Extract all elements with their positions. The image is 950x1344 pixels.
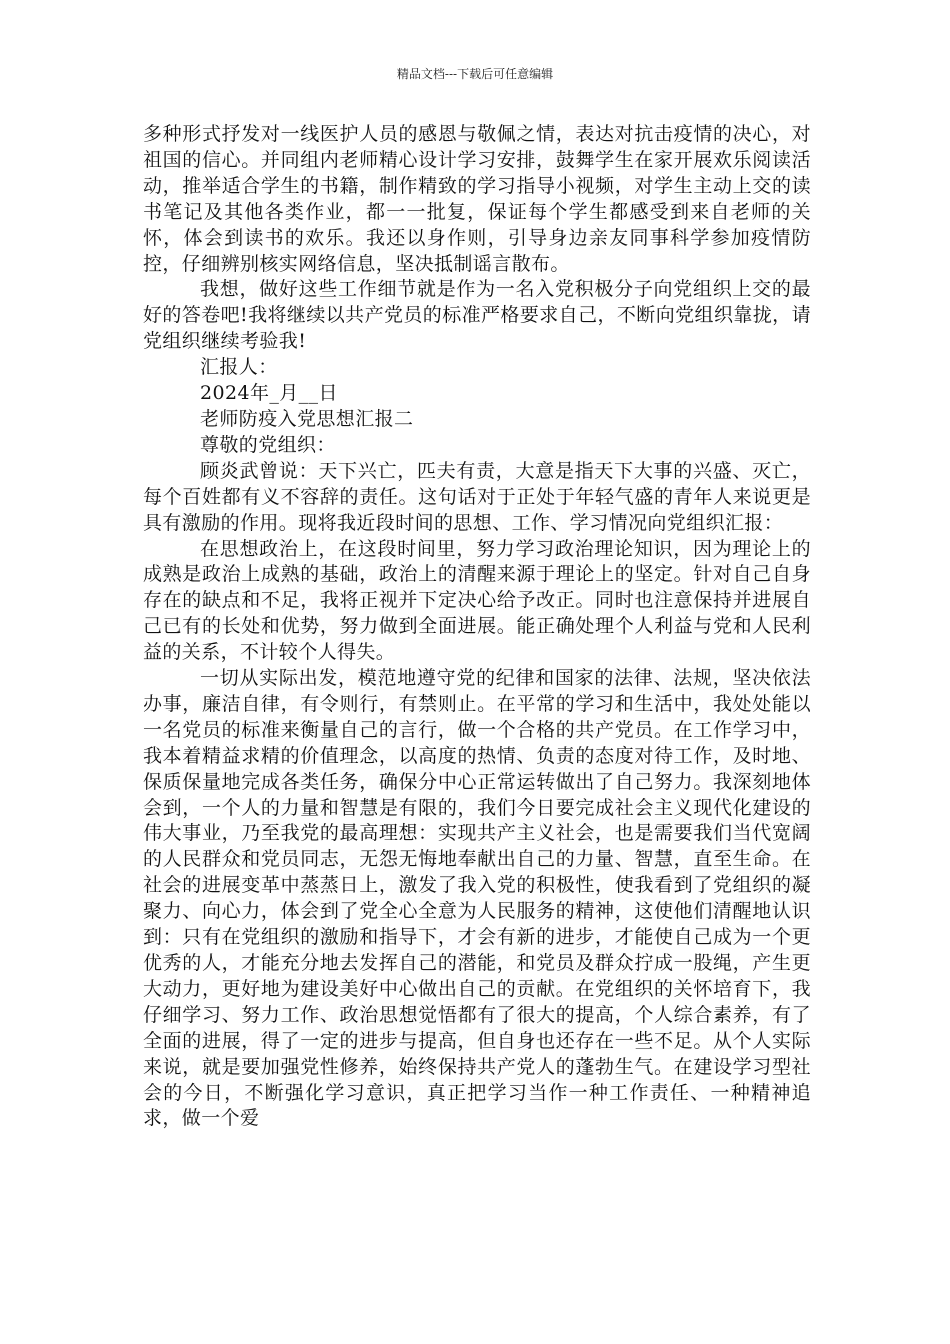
section-title: 老师防疫入党思想汇报二 bbox=[200, 407, 414, 430]
paragraph: 在思想政治上，在这段时间里，努力学习政治理论知识，因为理论上的成熟是政治上成熟的基础，政治上的清醒来源于理论上的坚定。针对自己自身存在的缺点和不足，我将正视并下定决心给予改正。同时也注意保持并进展自己已有的长处和优势，努力做到全面进展。能正确处理个人利益与党和人民利益的关系，不计较个人得失。 bbox=[143, 537, 811, 664]
paragraph: 顾炎武曾说：天下兴亡，匹夫有责，大意是指天下大事的兴盛、灭亡，每个百姓都有义不容辞的责任。这句话对于正处于年轻气盛的青年人来说更是具有激励的作用。现将我近段时间的思想、工作、学习情况向党组织汇报： bbox=[143, 459, 811, 534]
paragraph: 一切从实际出发，模范地遵守党的纪律和国家的法律、法规，坚决依法办事，廉洁自律，有令则行，有禁则止。在平常的学习和生活中，我处处能以一名党员的标准来衡量自己的言行，做一个合格的共产党员。在工作学习中，我本着精益求精的价值理念，以高度的热情、负责的态度对待工作，及时地、保质保量地完成各类任务，确保分中心正常运转做出了自己努力。我深刻地体会到，一个人的力量和智慧是有限的，我们今日要完成社会主义现代化建设的伟大事业，乃至我党的最高理想：实现共产主义社会，也是需要我们当代宽阔的人民群众和党员同志，无怨无悔地奉献出自己的力量、智慧，直至生命。在社会的进展变革中蒸蒸日上，激发了我入党的积极性，使我看到了党组织的凝聚力、向心力，体会到了党全心全意为人民服务的精神，这使他们清醒地认识到：只有在党组织的激励和指导下，才会有新的进步，才能使自己成为一个更优秀的人，才能充分地去发挥自己的潜能，和党员及群众拧成一股绳，产生更大动力，更好地为建设美好中心做出自己的贡献。在党组织的关怀培育下，我仔细学习、努力工作、政治思想觉悟都有了很大的提高，个人综合素养，有了全面的进展，得了一定的进步与提高，但自身也还存在一些不足。从个人实际来说，就是要加强党性修养，始终保持共产党人的蓬勃生气。在建设学习型社会的今日，不断强化学习意识，真正把学习当作一种工作责任、一种精神追求，做一个爱 bbox=[143, 667, 811, 1130]
document-body bbox=[143, 122, 811, 1132]
reporter-line: 汇报人： bbox=[200, 356, 278, 379]
page-header-watermark: 精品文档---下载后可任意编辑 bbox=[396, 67, 554, 81]
date-line: 2024年_月__日 bbox=[200, 382, 338, 405]
paragraph: 多种形式抒发对一线医护人员的感恩与敬佩之情，表达对抗击疫情的决心，对祖国的信心。并同组内老师精心设计学习安排，鼓舞学生在家开展欢乐阅读活动，推举适合学生的书籍，制作精致的学习指导小视频，对学生主动上交的读书笔记及其他各类作业，都一一批复，保证每个学生都感受到来自老师的关怀，体会到读书的欢乐。我还以身作则，引导身边亲友同事科学参加疫情防控，仔细辨别核实网络信息，坚决抵制谣言散布。 bbox=[143, 123, 811, 275]
paragraph: 我想，做好这些工作细节就是作为一名入党积极分子向党组织上交的最好的答卷吧!我将继续以共产党员的标准严格要求自己，不断向党组织靠拢，请党组织继续考验我! bbox=[143, 278, 811, 353]
salutation: 尊敬的党组织： bbox=[200, 433, 336, 456]
